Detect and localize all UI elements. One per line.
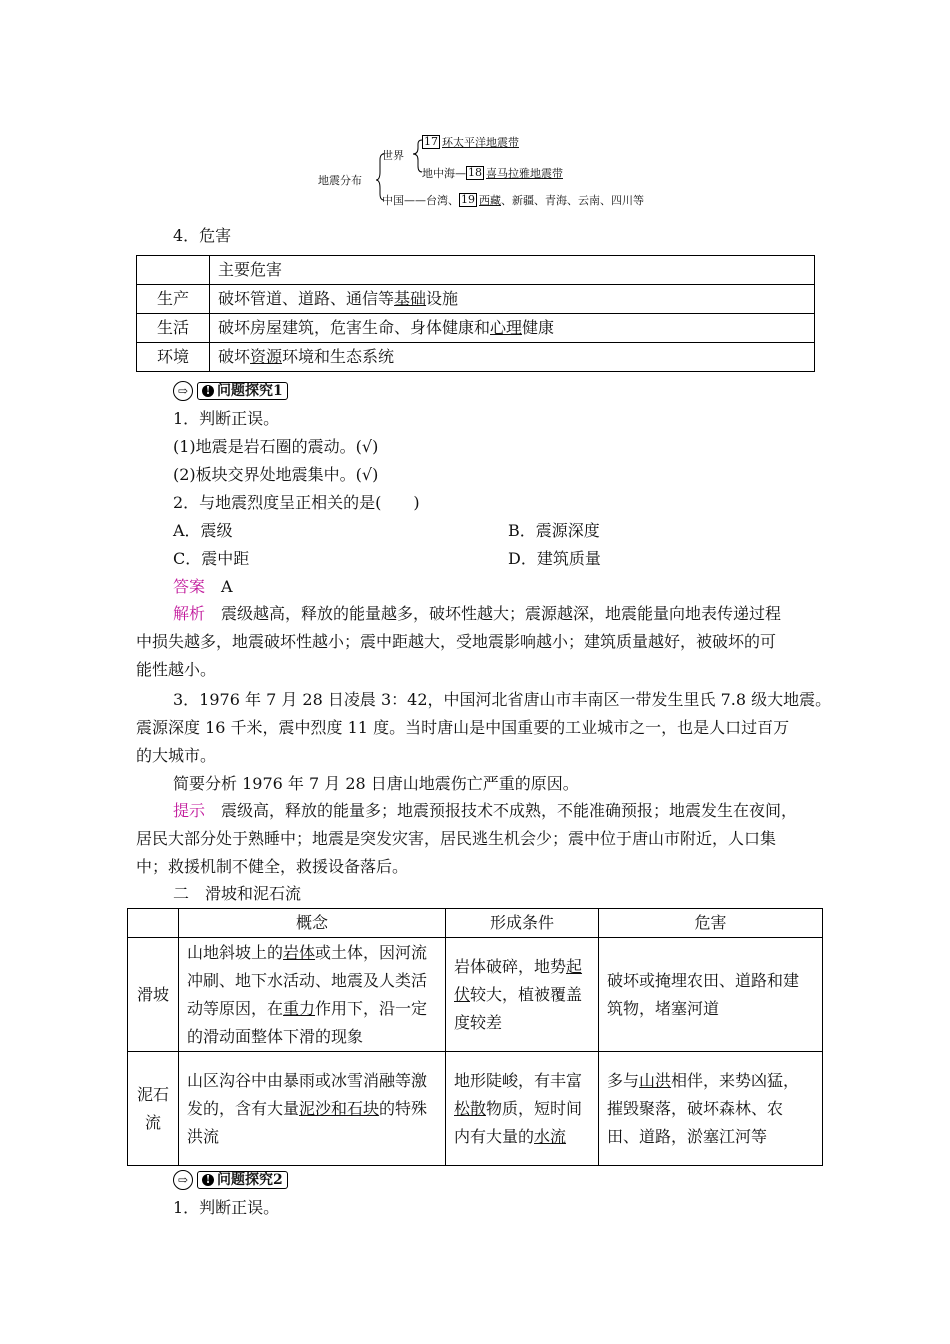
banner-question-2: ⇨ ! 问题探究2 [173,1170,288,1190]
q3-line-1: 3．1976 年 7 月 28 日凌晨 3：42，中国河北省唐山市丰南区一带发生里氏 7.8 级大地震。 [173,690,832,709]
q2-title: 2．与地震烈度呈正相关的是( ) [173,493,420,512]
diagram-root: 地震分布 [318,174,362,187]
banner-question-1: ⇨ ! 问题探究1 [173,381,288,401]
diagram-china: 中国——台湾、 19 西藏、新疆、青海、云南、四川等 [382,193,644,207]
diagram-world-item-2: 地中海— 18 喜马拉雅地震带 [422,166,563,180]
q3-line-2: 震源深度 16 千米，震中烈度 11 度。当时唐山是中国重要的工业城市之一，也是人口过百万 [136,718,790,737]
q1-title: 1．判断正误。 [173,409,280,428]
q3-hint-3: 中；救援机制不健全，救援设备落后。 [136,857,409,876]
q2-analysis-3: 能性越小。 [136,660,217,679]
q2-option-c: C．震中距 [173,549,250,568]
landslide-table: 概念 形成条件 危害 滑坡 山地斜坡上的岩体或土体，因河流冲刷、地下水活动、地震及人类活动等原因，在重力作用下，沿一定的滑动面整体下滑的现象 岩体破碎，地势起伏较大，植被覆盖度较差 破坏或掩埋农田、道路和建筑物，堵塞河道 泥石流 山区沟谷中由暴雨或冰雪消融等激发的，含有大量泥沙和石块的特殊洪流 地形陡峻，有丰富松散物质，短时间内有大量的水流 多与山洪相伴，来势凶猛，摧毁聚落，破坏森林、农田、道路，淤塞江河等 [127,908,823,1166]
arrow-right-icon: ⇨ [173,1170,193,1190]
q-last-title: 1．判断正误。 [173,1198,280,1217]
q2-analysis-2: 中损失越多，地震破坏性越小；震中距越大，受地震影响越小；建筑质量越好，被破坏的可 [136,632,777,651]
q1-item-2: (2)板块交界处地震集中。(√) [173,465,379,484]
arrow-right-icon: ⇨ [173,381,193,401]
harm-table: 主要危害 生产 破坏管道、道路、通信等基础设施 生活 破坏房屋建筑，危害生命、身体健康和心理健康 环境 破坏资源环境和生态系统 [136,255,815,372]
section4-title: 4．危害 [173,226,232,245]
q2-option-a: A．震级 [173,521,233,540]
q2-option-d: D．建筑质量 [508,549,601,568]
q3-hint-1: 提示 震级高，释放的能量多；地震预报技术不成熟，不能准确预报；地震发生在夜间， [173,801,798,820]
exclamation-icon: ! [202,1174,214,1186]
q3-hint-2: 居民大部分处于熟睡中；地震是突发灾害，居民逃生机会少；震中位于唐山市附近，人口集 [136,829,777,848]
diagram-world-item-1: 17 环太平洋地震带 [424,135,519,149]
q1-item-1: (1)地震是岩石圈的震动。(√) [173,437,379,456]
exclamation-icon: ! [202,385,214,397]
diagram-world: 世界 [382,149,404,162]
q3-ask: 简要分析 1976 年 7 月 28 日唐山地震伤亡严重的原因。 [173,774,579,793]
q2-analysis-1: 解析 震级越高，释放的能量越多，破坏性越大；震源越深，地震能量向地表传递过程 [173,604,782,623]
section2-title: 二 滑坡和泥石流 [173,884,302,903]
q2-answer: 答案 A [173,577,233,596]
distribution-diagram [318,130,698,212]
q2-option-b: B．震源深度 [508,521,600,540]
q3-line-3: 的大城市。 [136,746,217,765]
